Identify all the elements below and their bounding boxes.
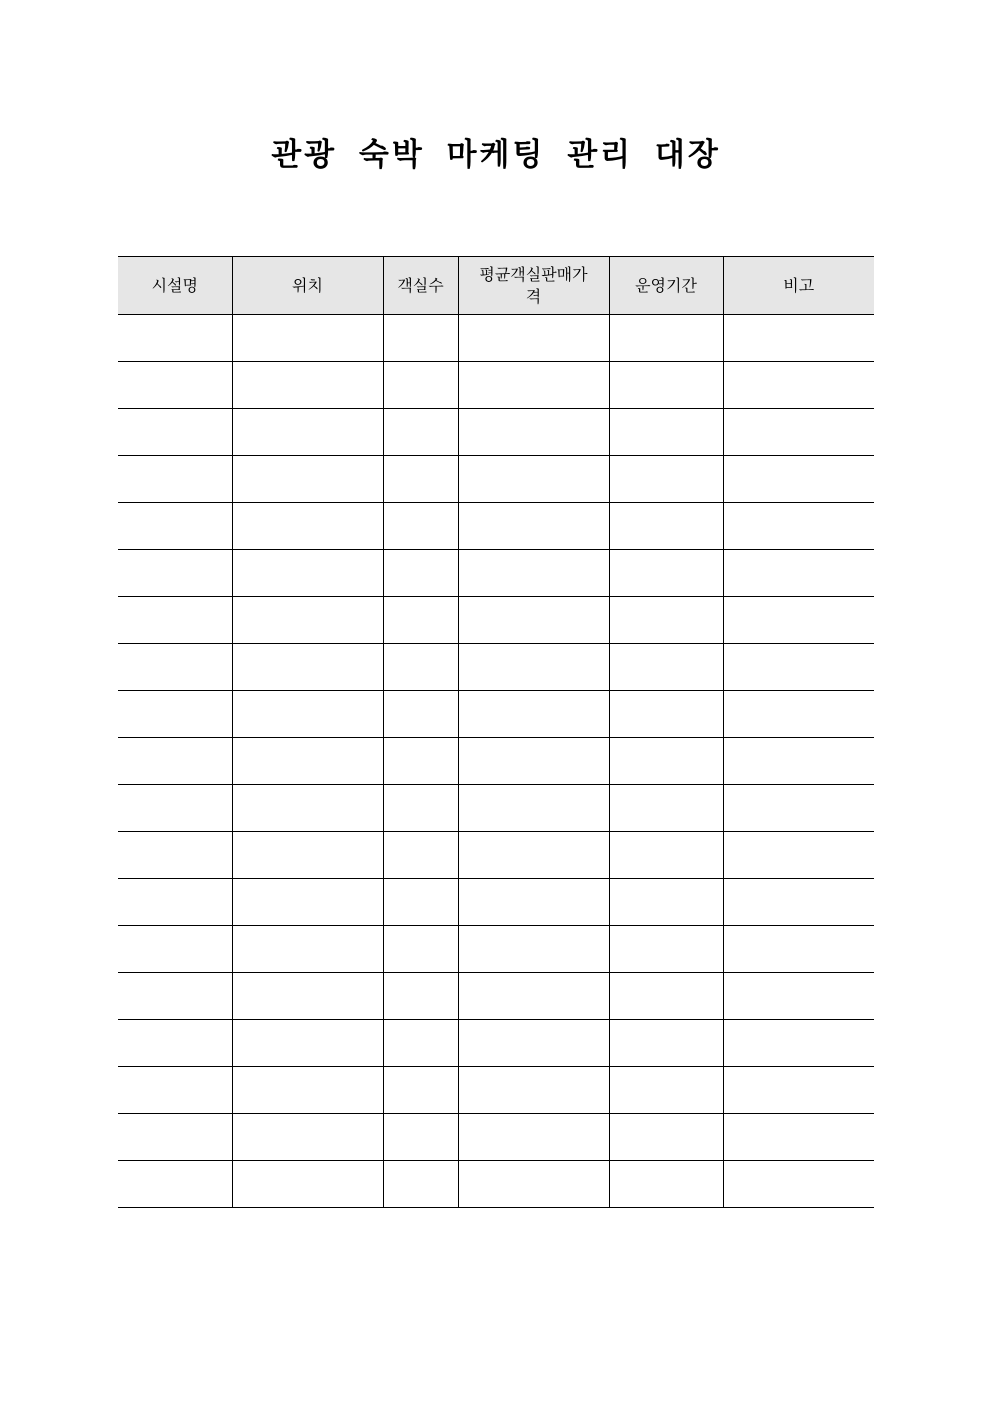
cell-remarks[interactable] — [723, 926, 874, 973]
cell-facility-name[interactable] — [118, 1067, 232, 1114]
cell-location[interactable] — [232, 691, 383, 738]
cell-facility-name[interactable] — [118, 550, 232, 597]
cell-average-room-price[interactable] — [458, 1067, 609, 1114]
cell-operating-period[interactable] — [609, 973, 723, 1020]
document-title: 관광 숙박 마케팅 관리 대장 — [271, 137, 721, 173]
cell-location[interactable] — [232, 1067, 383, 1114]
cell-location[interactable] — [232, 1020, 383, 1067]
cell-remarks[interactable] — [723, 1067, 874, 1114]
cell-location[interactable] — [232, 644, 383, 691]
cell-location[interactable] — [232, 1161, 383, 1208]
cell-operating-period[interactable] — [609, 644, 723, 691]
cell-remarks[interactable] — [723, 597, 874, 644]
cell-facility-name[interactable] — [118, 973, 232, 1020]
cell-remarks[interactable] — [723, 456, 874, 503]
cell-average-room-price[interactable] — [458, 1114, 609, 1161]
table-row — [118, 503, 874, 550]
cell-average-room-price[interactable] — [458, 973, 609, 1020]
table-row — [118, 785, 874, 832]
cell-facility-name[interactable] — [118, 456, 232, 503]
table-row — [118, 644, 874, 691]
header-room-count: 객실수 — [383, 257, 458, 315]
cell-operating-period[interactable] — [609, 1020, 723, 1067]
cell-operating-period[interactable] — [609, 1161, 723, 1208]
cell-facility-name[interactable] — [118, 597, 232, 644]
cell-location[interactable] — [232, 879, 383, 926]
cell-operating-period[interactable] — [609, 738, 723, 785]
cell-average-room-price[interactable] — [458, 362, 609, 409]
cell-operating-period[interactable] — [609, 691, 723, 738]
cell-location[interactable] — [232, 456, 383, 503]
cell-room-count[interactable] — [383, 315, 458, 362]
cell-remarks[interactable] — [723, 644, 874, 691]
cell-remarks[interactable] — [723, 315, 874, 362]
table-row — [118, 1114, 874, 1161]
cell-average-room-price[interactable] — [458, 1161, 609, 1208]
cell-facility-name[interactable] — [118, 738, 232, 785]
cell-operating-period[interactable] — [609, 926, 723, 973]
header-remarks: 비고 — [723, 257, 874, 315]
table-row — [118, 1161, 874, 1208]
cell-remarks[interactable] — [723, 1020, 874, 1067]
cell-operating-period[interactable] — [609, 315, 723, 362]
cell-remarks[interactable] — [723, 550, 874, 597]
table-header-row — [118, 257, 874, 315]
cell-location[interactable] — [232, 315, 383, 362]
cell-average-room-price[interactable] — [458, 738, 609, 785]
cell-average-room-price[interactable] — [458, 456, 609, 503]
cell-average-room-price[interactable] — [458, 503, 609, 550]
cell-location[interactable] — [232, 409, 383, 456]
cell-remarks[interactable] — [723, 973, 874, 1020]
cell-remarks[interactable] — [723, 362, 874, 409]
cell-room-count[interactable] — [383, 644, 458, 691]
cell-room-count[interactable] — [383, 456, 458, 503]
cell-room-count[interactable] — [383, 550, 458, 597]
cell-average-room-price[interactable] — [458, 644, 609, 691]
cell-room-count[interactable] — [383, 973, 458, 1020]
cell-operating-period[interactable] — [609, 456, 723, 503]
cell-average-room-price[interactable] — [458, 1020, 609, 1067]
cell-location[interactable] — [232, 973, 383, 1020]
cell-room-count[interactable] — [383, 832, 458, 879]
header-average-room-price: 평균객실판매가격 — [458, 257, 609, 315]
cell-facility-name[interactable] — [118, 832, 232, 879]
cell-average-room-price[interactable] — [458, 550, 609, 597]
table-row — [118, 926, 874, 973]
cell-location[interactable] — [232, 503, 383, 550]
cell-location[interactable] — [232, 362, 383, 409]
table-row — [118, 738, 874, 785]
cell-room-count[interactable] — [383, 409, 458, 456]
cell-remarks[interactable] — [723, 409, 874, 456]
cell-room-count[interactable] — [383, 1067, 458, 1114]
cell-average-room-price[interactable] — [458, 785, 609, 832]
cell-average-room-price[interactable] — [458, 315, 609, 362]
table-row — [118, 362, 874, 409]
cell-room-count[interactable] — [383, 691, 458, 738]
cell-operating-period[interactable] — [609, 597, 723, 644]
cell-facility-name[interactable] — [118, 315, 232, 362]
cell-location[interactable] — [232, 785, 383, 832]
cell-location[interactable] — [232, 597, 383, 644]
cell-remarks[interactable] — [723, 1161, 874, 1208]
cell-room-count[interactable] — [383, 738, 458, 785]
cell-operating-period[interactable] — [609, 550, 723, 597]
cell-room-count[interactable] — [383, 1161, 458, 1208]
cell-remarks[interactable] — [723, 832, 874, 879]
cell-room-count[interactable] — [383, 926, 458, 973]
cell-facility-name[interactable] — [118, 879, 232, 926]
cell-operating-period[interactable] — [609, 1067, 723, 1114]
table-row — [118, 1020, 874, 1067]
table-row — [118, 597, 874, 644]
cell-operating-period[interactable] — [609, 832, 723, 879]
table-row — [118, 315, 874, 362]
table-row — [118, 832, 874, 879]
header-location: 위치 — [232, 257, 383, 315]
table-row — [118, 456, 874, 503]
cell-location[interactable] — [232, 550, 383, 597]
cell-average-room-price[interactable] — [458, 597, 609, 644]
cell-remarks[interactable] — [723, 879, 874, 926]
cell-facility-name[interactable] — [118, 926, 232, 973]
cell-facility-name[interactable] — [118, 1114, 232, 1161]
cell-facility-name[interactable] — [118, 503, 232, 550]
cell-room-count[interactable] — [383, 785, 458, 832]
cell-room-count[interactable] — [383, 1020, 458, 1067]
cell-location[interactable] — [232, 738, 383, 785]
cell-average-room-price[interactable] — [458, 691, 609, 738]
cell-facility-name[interactable] — [118, 362, 232, 409]
cell-operating-period[interactable] — [609, 785, 723, 832]
cell-location[interactable] — [232, 1114, 383, 1161]
cell-average-room-price[interactable] — [458, 409, 609, 456]
cell-location[interactable] — [232, 832, 383, 879]
table-row — [118, 1067, 874, 1114]
cell-room-count[interactable] — [383, 503, 458, 550]
table-row — [118, 691, 874, 738]
cell-remarks[interactable] — [723, 785, 874, 832]
management-ledger-table — [118, 256, 874, 1208]
cell-operating-period[interactable] — [609, 362, 723, 409]
cell-room-count[interactable] — [383, 1114, 458, 1161]
cell-remarks[interactable] — [723, 1114, 874, 1161]
cell-remarks[interactable] — [723, 503, 874, 550]
cell-room-count[interactable] — [383, 879, 458, 926]
cell-location[interactable] — [232, 926, 383, 973]
cell-facility-name[interactable] — [118, 644, 232, 691]
cell-facility-name[interactable] — [118, 1020, 232, 1067]
cell-facility-name[interactable] — [118, 409, 232, 456]
cell-facility-name[interactable] — [118, 785, 232, 832]
cell-remarks[interactable] — [723, 691, 874, 738]
table-body — [118, 315, 874, 1208]
table-row — [118, 550, 874, 597]
cell-facility-name[interactable] — [118, 691, 232, 738]
cell-remarks[interactable] — [723, 738, 874, 785]
cell-room-count[interactable] — [383, 362, 458, 409]
cell-room-count[interactable] — [383, 597, 458, 644]
table-row — [118, 409, 874, 456]
cell-facility-name[interactable] — [118, 1161, 232, 1208]
header-facility-name: 시설명 — [118, 257, 232, 315]
header-operating-period: 운영기간 — [609, 257, 723, 315]
cell-average-room-price[interactable] — [458, 879, 609, 926]
cell-operating-period[interactable] — [609, 503, 723, 550]
cell-operating-period[interactable] — [609, 409, 723, 456]
cell-operating-period[interactable] — [609, 879, 723, 926]
cell-average-room-price[interactable] — [458, 832, 609, 879]
cell-operating-period[interactable] — [609, 1114, 723, 1161]
table-row — [118, 973, 874, 1020]
table-row — [118, 879, 874, 926]
cell-average-room-price[interactable] — [458, 926, 609, 973]
